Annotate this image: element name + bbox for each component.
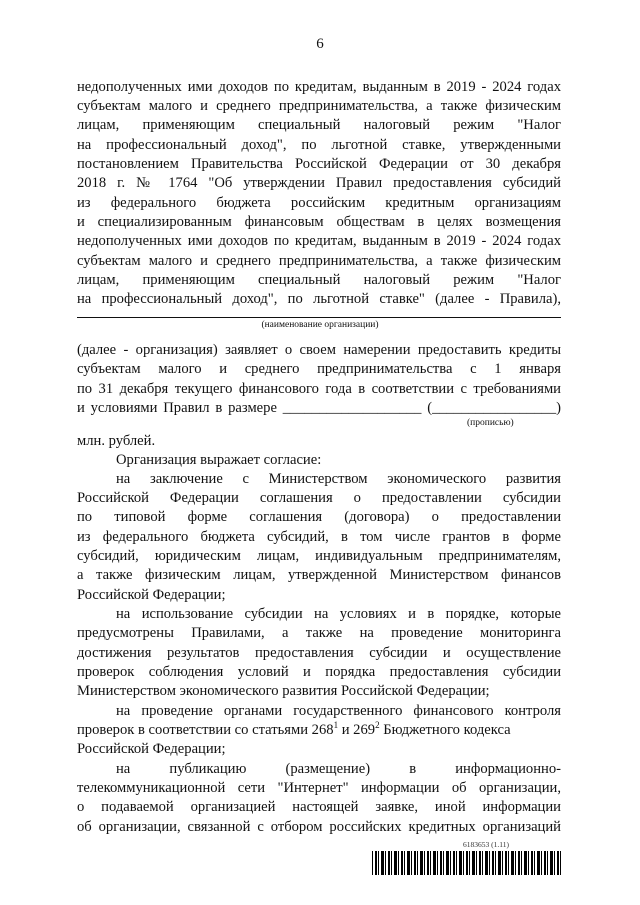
consent-item-4-line: об организации, связанной с отбором российских кредитных организаций bbox=[77, 819, 561, 835]
consent-item-2-line: Министерством экономического развития Российской Федерации; bbox=[77, 683, 490, 699]
consent-item-1-line: Российской Федерации соглашения о предоставлении субсидии bbox=[77, 490, 561, 506]
text-fragment: проверок в соответствии со статьями 268 bbox=[77, 722, 334, 738]
body-text-line: недополученных ими доходов по кредитам, выданным в 2019 - 2024 годах bbox=[77, 233, 561, 249]
body-text-line: недополученных ими доходов по кредитам, выданным в 2019 - 2024 годах bbox=[77, 79, 561, 95]
body-text-line: из федерального бюджета российским кредитным организациям bbox=[77, 195, 561, 211]
org-name-caption: (наименование организации) bbox=[261, 320, 379, 330]
body-text-line: лицам, применяющим специальный налоговый режим "Налог bbox=[77, 272, 561, 288]
body-text-line: на профессиональный доход", по льготной ставке, утвержденными bbox=[77, 137, 561, 153]
body-text-line: 2018 г. № 1764 "Об утверждении Правил предоставления субсидий bbox=[77, 175, 561, 191]
consent-item-4-line: о подаваемой организацией настоящей заявке, иной информации bbox=[77, 799, 561, 815]
consent-item-4-line: на публикацию (размещение) в информационно- bbox=[116, 761, 561, 777]
document-code: 6183653 (1.11) bbox=[463, 840, 509, 849]
consent-item-3-line: Российской Федерации; bbox=[77, 741, 226, 757]
consent-item-1-line: по типовой форме соглашения (договора) о предоставлении bbox=[77, 509, 561, 525]
page-number: 6 bbox=[316, 36, 324, 52]
consent-item-2-line: на использование субсидии на условиях и в порядке, которые bbox=[116, 606, 561, 622]
text-fragment: и 269 bbox=[338, 722, 376, 738]
body-text-line: на профессиональный доход", по льготной ставке" (далее - Правила), bbox=[77, 291, 561, 307]
superscript: 1 bbox=[333, 721, 339, 731]
superscript: 2 bbox=[375, 721, 380, 731]
body-text-line: и специализированным финансовым обществам в целях возмещения bbox=[77, 214, 561, 230]
text-fragment: Бюджетного кодекса bbox=[379, 722, 511, 738]
body-text-line: субъектам малого и среднего предпринимательства, а также физическим bbox=[77, 98, 561, 114]
consent-item-4-line: телекоммуникационной сети "Интернет" информации об организации, bbox=[77, 780, 561, 796]
body-text-line: субъектам малого и среднего предпринимательства, а также физическим bbox=[77, 253, 561, 269]
currency-line: млн. рублей. bbox=[77, 433, 156, 449]
consent-item-1-line: Российской Федерации; bbox=[77, 587, 226, 603]
consent-item-1-line: на заключение с Министерством экономического развития bbox=[116, 471, 561, 487]
amount-line: и условиями Правил в размере ___________________ (_________________) bbox=[77, 400, 561, 416]
consent-item-1-line: из федерального бюджета субсидий, в том числе грантов в форме bbox=[77, 529, 561, 545]
consent-item-1-line: субсидий, юридическим лицам, индивидуальным предпринимателям, bbox=[77, 548, 561, 564]
consent-item-3-line bbox=[77, 721, 561, 740]
body-text-line: по 31 декабря текущего финансового года в соответствии с требованиями bbox=[77, 381, 561, 397]
consent-item-2-line: проверок соблюдения условий и порядка предоставления субсидии bbox=[77, 664, 561, 680]
body-text-line: субъектам малого и среднего предпринимательства с 1 января bbox=[77, 361, 561, 377]
consent-item-1-line: а также физическим лицам, утвержденной Министерством финансов bbox=[77, 567, 561, 583]
consent-intro: Организация выражает согласие: bbox=[116, 452, 322, 468]
body-text-line: лицам, применяющим специальный налоговый режим "Налог bbox=[77, 117, 561, 133]
consent-item-2-line: предусмотрены Правилами, а также на проведение мониторинга bbox=[77, 625, 561, 641]
barcode bbox=[372, 851, 561, 875]
consent-item-2-line: достижения результатов предоставления субсидии и осуществление bbox=[77, 645, 561, 661]
consent-item-3-line: на проведение органами государственного финансового контроля bbox=[116, 703, 561, 719]
body-text-line: постановлением Правительства Российской Федерации от 30 декабря bbox=[77, 156, 561, 172]
org-name-field-line bbox=[77, 317, 561, 318]
body-text-line: (далее - организация) заявляет о своем намерении предоставить кредиты bbox=[77, 342, 561, 358]
amount-in-words-caption: (прописью) bbox=[467, 418, 514, 428]
